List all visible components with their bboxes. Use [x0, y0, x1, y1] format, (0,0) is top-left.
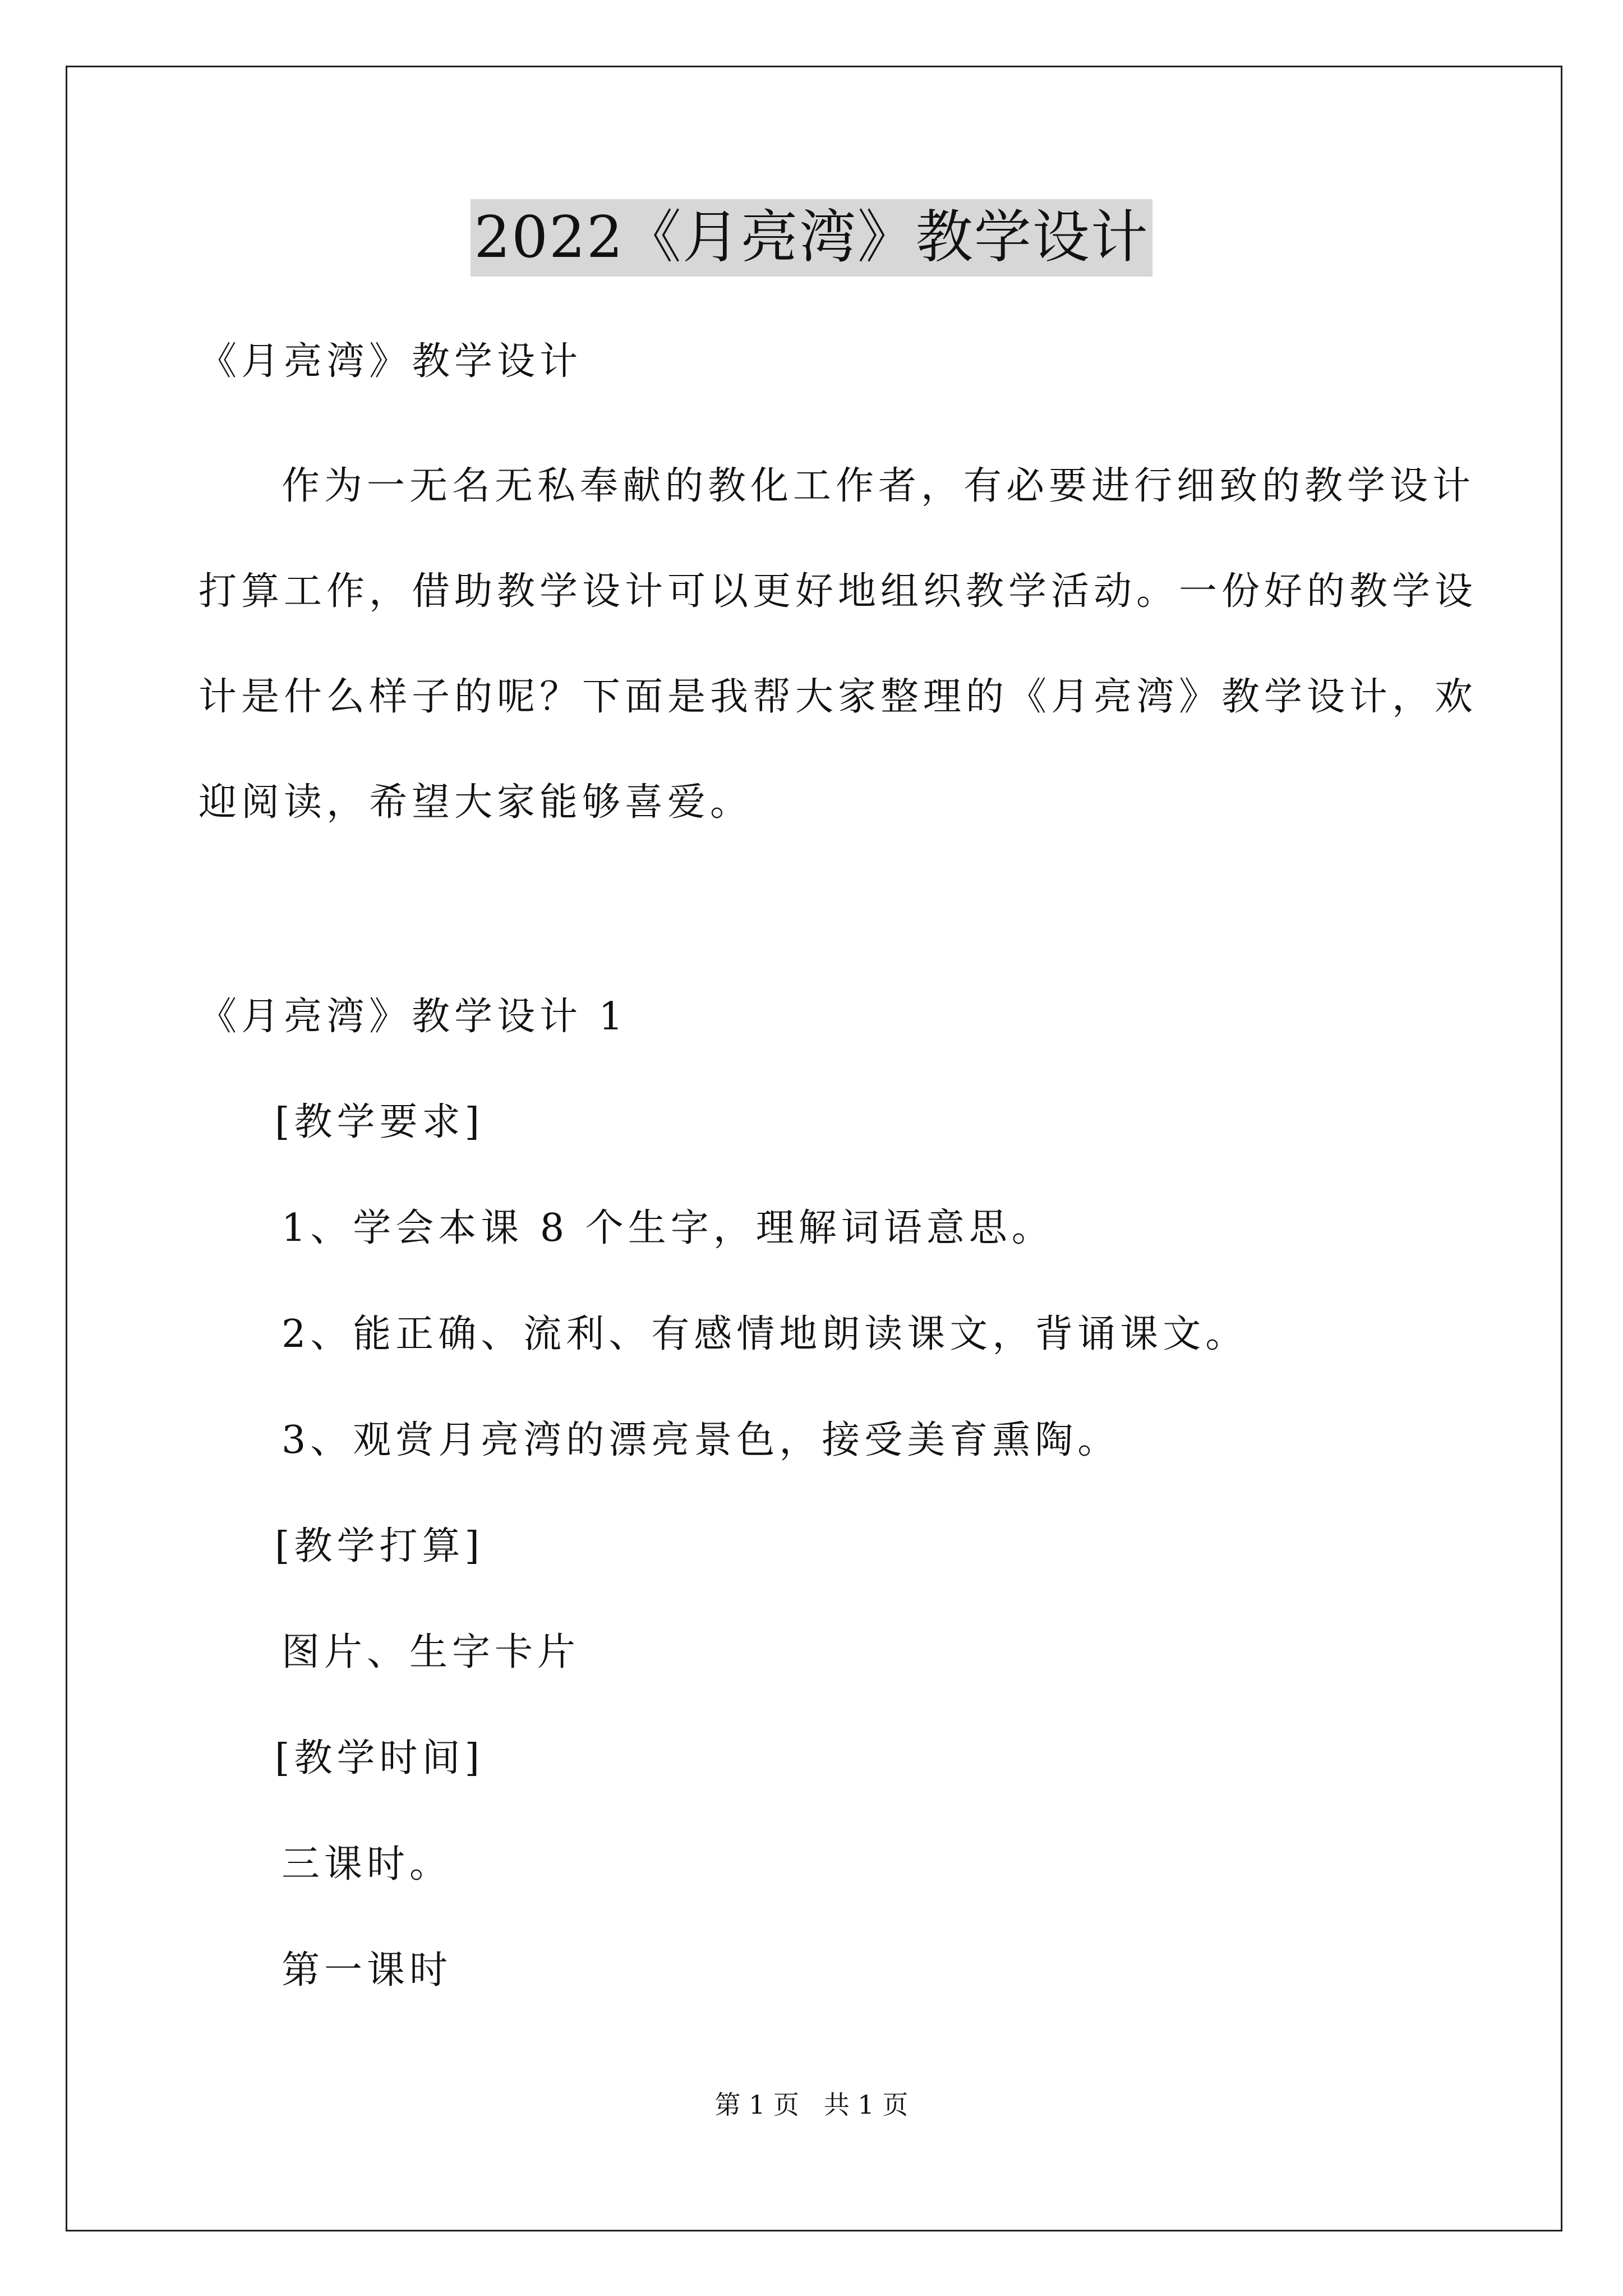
teaching-requirements-heading: [教学要求]	[275, 1100, 485, 1144]
first-lesson-heading: 第一课时	[282, 1948, 453, 1993]
teaching-preparation-heading: [教学打算]	[275, 1524, 485, 1568]
requirement-item-2: 2、能正确、流利、有感情地朗读课文，背诵课文。	[282, 1312, 1248, 1356]
page-border	[66, 66, 1562, 2231]
teaching-time-heading: [教学时间]	[275, 1736, 485, 1780]
title-container	[0, 199, 1623, 277]
document-title: 2022《月亮湾》教学设计	[471, 199, 1152, 277]
section-heading: 《月亮湾》教学设计 1	[199, 995, 628, 1039]
intro-line-3: 计是什么样子的呢？下面是我帮大家整理的《月亮湾》教学设计，欢	[199, 675, 1478, 719]
page-number-footer: 第 1 页 共 1 页	[714, 2090, 909, 2120]
intro-line-1: 作为一无名无私奉献的教化工作者，有必要进行细致的教学设计	[282, 464, 1476, 508]
teaching-time-value: 三课时。	[282, 1842, 453, 1887]
preparation-item: 图片、生字卡片	[282, 1630, 580, 1674]
intro-line-2: 打算工作，借助教学设计可以更好地组织教学活动。一份好的教学设	[199, 569, 1478, 614]
requirement-item-3: 3、观赏月亮湾的漂亮景色，接受美育熏陶。	[282, 1418, 1121, 1462]
requirement-item-1: 1、学会本课 8 个生字，理解词语意思。	[282, 1206, 1054, 1250]
intro-line-4: 迎阅读，希望大家能够喜爱。	[199, 780, 753, 825]
subtitle-line: 《月亮湾》教学设计	[199, 339, 583, 384]
